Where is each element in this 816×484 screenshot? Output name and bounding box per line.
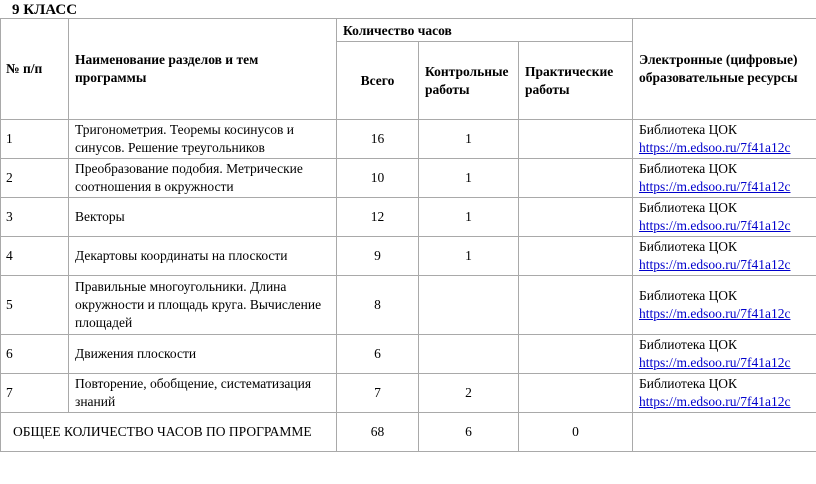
row-resource xyxy=(633,276,816,335)
header-total: Всего xyxy=(337,42,419,120)
row-num: 3 xyxy=(1,198,69,237)
row-practical xyxy=(519,374,633,413)
table-row xyxy=(1,276,816,335)
class-title: 9 КЛАСС xyxy=(12,2,78,18)
row-resource xyxy=(633,237,816,276)
row-resource xyxy=(633,198,816,237)
summary-practical: 0 xyxy=(519,413,633,452)
row-name: Повторение, обобщение, систематизация знаний xyxy=(69,374,337,413)
row-num: 2 xyxy=(1,159,69,198)
row-name: Правильные многоугольники. Длина окружности и площадь круга. Вычисление площадей xyxy=(69,276,337,335)
resource-label: Библиотека ЦОК xyxy=(639,161,737,176)
summary-row xyxy=(1,413,816,452)
header-num: № п/п xyxy=(1,19,69,120)
row-resource xyxy=(633,120,816,159)
row-control: 1 xyxy=(419,159,519,198)
row-control: 1 xyxy=(419,237,519,276)
resource-label: Библиотека ЦОК xyxy=(639,200,737,215)
row-num: 5 xyxy=(1,276,69,335)
header-row-top xyxy=(1,19,816,42)
row-practical xyxy=(519,276,633,335)
row-practical xyxy=(519,335,633,374)
resource-link[interactable]: https://m.edsoo.ru/7f41a12c xyxy=(639,257,791,272)
row-control: 1 xyxy=(419,120,519,159)
row-num: 6 xyxy=(1,335,69,374)
row-total: 16 xyxy=(337,120,419,159)
row-practical xyxy=(519,120,633,159)
resource-link[interactable]: https://m.edsoo.ru/7f41a12c xyxy=(639,306,791,321)
row-name: Преобразование подобия. Метрические соотношения в окружности xyxy=(69,159,337,198)
table-row xyxy=(1,335,816,374)
resource-link[interactable]: https://m.edsoo.ru/7f41a12c xyxy=(639,218,791,233)
resource-label: Библиотека ЦОК xyxy=(639,122,737,137)
row-control xyxy=(419,335,519,374)
row-total: 10 xyxy=(337,159,419,198)
resource-link[interactable]: https://m.edsoo.ru/7f41a12c xyxy=(639,355,791,370)
row-total: 7 xyxy=(337,374,419,413)
row-resource xyxy=(633,374,816,413)
resource-link[interactable]: https://m.edsoo.ru/7f41a12c xyxy=(639,140,791,155)
table-row xyxy=(1,374,816,413)
resource-label: Библиотека ЦОК xyxy=(639,288,737,303)
header-practical: Практические работы xyxy=(519,42,633,120)
row-total: 8 xyxy=(337,276,419,335)
resource-label: Библиотека ЦОК xyxy=(639,239,737,254)
row-practical xyxy=(519,237,633,276)
row-control: 2 xyxy=(419,374,519,413)
header-name: Наименование разделов и тем программы xyxy=(69,19,337,120)
row-name: Тригонометрия. Теоремы косинусов и синусов. Решение треугольников xyxy=(69,120,337,159)
table-row xyxy=(1,198,816,237)
row-num: 4 xyxy=(1,237,69,276)
table-row xyxy=(1,159,816,198)
row-num: 7 xyxy=(1,374,69,413)
header-resources: Электронные (цифровые) образовательные ресурсы xyxy=(633,19,816,120)
row-name: Движения плоскости xyxy=(69,335,337,374)
resource-label: Библиотека ЦОК xyxy=(639,376,737,391)
row-num: 1 xyxy=(1,120,69,159)
summary-total: 68 xyxy=(337,413,419,452)
curriculum-table xyxy=(0,18,816,452)
resource-label: Библиотека ЦОК xyxy=(639,337,737,352)
resource-link[interactable]: https://m.edsoo.ru/7f41a12c xyxy=(639,394,791,409)
table-row xyxy=(1,237,816,276)
row-total: 9 xyxy=(337,237,419,276)
resource-link[interactable]: https://m.edsoo.ru/7f41a12c xyxy=(639,179,791,194)
summary-resource xyxy=(633,413,816,452)
summary-control: 6 xyxy=(419,413,519,452)
row-control: 1 xyxy=(419,198,519,237)
row-total: 12 xyxy=(337,198,419,237)
row-resource xyxy=(633,159,816,198)
row-total: 6 xyxy=(337,335,419,374)
row-name: Декартовы координаты на плоскости xyxy=(69,237,337,276)
row-practical xyxy=(519,198,633,237)
row-name: Векторы xyxy=(69,198,337,237)
summary-label: ОБЩЕЕ КОЛИЧЕСТВО ЧАСОВ ПО ПРОГРАММЕ xyxy=(1,413,337,452)
header-control: Контрольные работы xyxy=(419,42,519,120)
row-resource xyxy=(633,335,816,374)
row-practical xyxy=(519,159,633,198)
row-control xyxy=(419,276,519,335)
table-row xyxy=(1,120,816,159)
header-hours: Количество часов xyxy=(337,19,633,42)
